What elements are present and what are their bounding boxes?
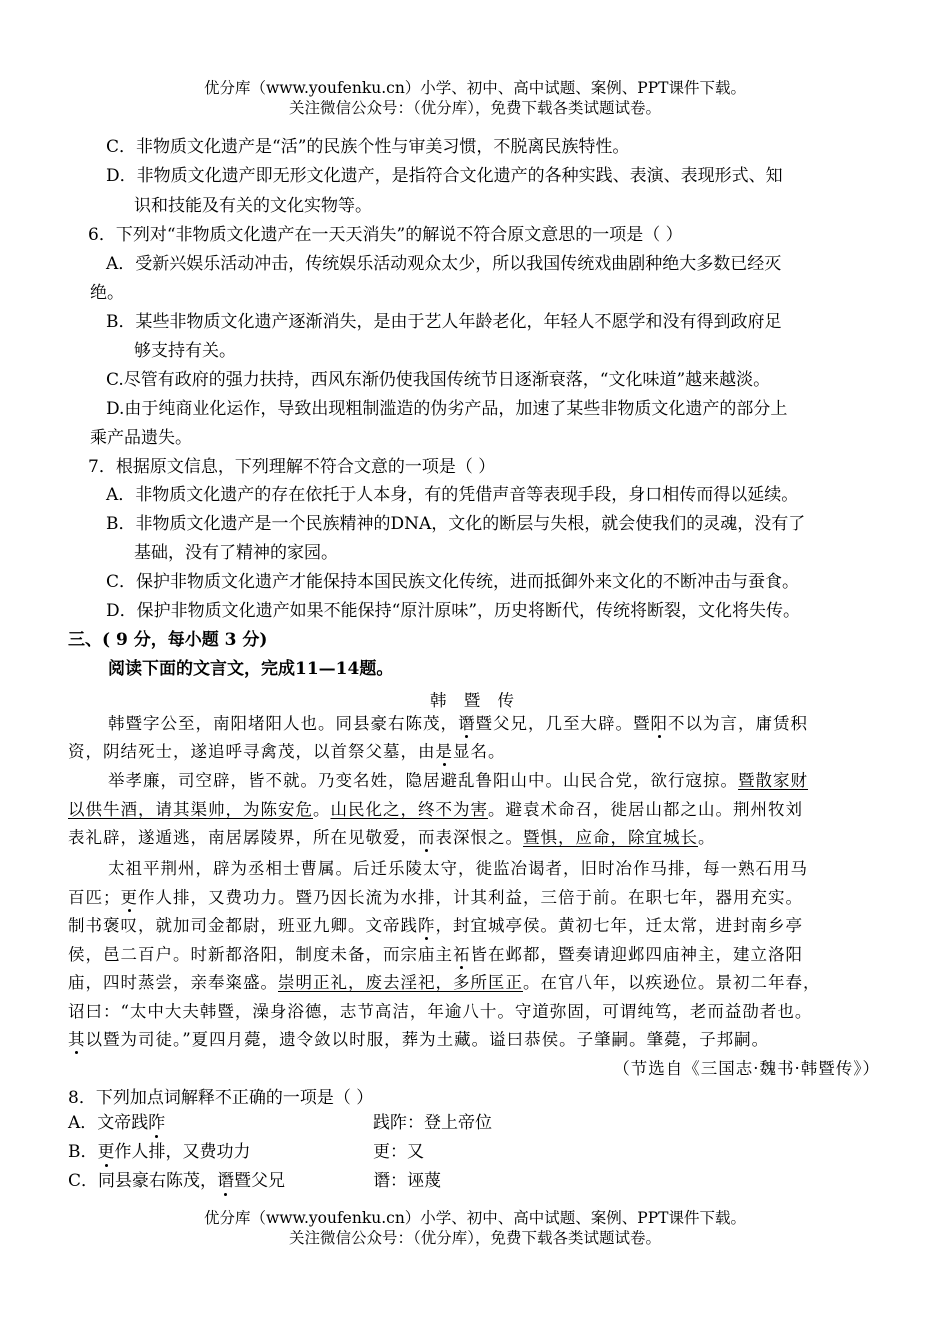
q5-option-d-line1: D．非物质文化遗产即无形文化遗产，是指符合文化遗产的各种实践、表演、表现形式、知 <box>106 166 783 186</box>
q6-option-a-line1: A．受新兴娱乐活动冲击，传统娱乐活动观众太少，所以我国传统戏曲剧种绝大多数已经灭 <box>106 254 782 274</box>
dotted-word: 其 <box>68 1030 86 1049</box>
underlined-sentence: 崇明正礼，废去淫祀，多所匡正 <box>278 973 523 992</box>
dotted-word: 谮 <box>217 1171 235 1191</box>
q6-option-a-line2: 绝。 <box>90 283 124 303</box>
text-run: 皆在邺都，暨奏请迎邺四庙神主，建立洛阳 <box>470 945 803 964</box>
passage-p1-line2 <box>68 741 506 763</box>
dotted-word: 阼 <box>148 1113 166 1133</box>
q7-option-d: D．保护非物质文化遗产如果不能保持“原汁原味”，历史将断代，传统将断裂，文化将失传。 <box>106 601 801 621</box>
passage-p3-line1: 太祖平荆州，辟为丞相士曹属。后迁乐陵太守，徙监冶谒者，旧时冶作马排，每一熟石用马 <box>108 859 808 878</box>
passage-p1-line1 <box>108 713 808 735</box>
passage-p2-line1 <box>108 770 808 792</box>
text-run: 制书褒叹，就加司金都尉，班亚九卿。文帝践 <box>68 916 418 935</box>
text-run: 。 <box>313 800 331 819</box>
text-run: 侯，邑二百户。时新都洛阳，制度未备，而宗庙主 <box>68 945 453 964</box>
text-run: 暨父兄 <box>234 1171 286 1191</box>
text-run: B． <box>68 1142 98 1162</box>
section-3-heading: 三、( 9 分，每小题 3 分) <box>68 630 268 650</box>
text-run: 不以为言，庸赁积 <box>668 714 808 733</box>
dotted-word: 是 <box>435 742 453 761</box>
q6-option-b-line1: B．某些非物质文化遗产逐渐消失，是由于艺人年龄老化，年轻人不愿学和没有得到政府足 <box>106 312 782 332</box>
text-run: 作人排，又费功力 <box>114 1142 251 1162</box>
text-run: 显名。 <box>453 742 506 761</box>
passage-p3-line3 <box>68 915 803 937</box>
q8-option-c-gloss: 谮：诬蔑 <box>373 1171 441 1191</box>
q6-option-c: C.尽管有政府的强力扶持，西风东渐仍使我国传统节日逐渐衰落，“文化味道”越来越淡。 <box>106 370 771 390</box>
q5-option-c: C．非物质文化遗产是“活”的民族个性与审美习惯，不脱离民族特性。 <box>106 137 630 157</box>
passage-source: （节选自《三国志·魏书·韩暨传》） <box>613 1059 880 1078</box>
text-run: 举孝廉，司空辟，皆不就。乃变名姓，隐居避乱鲁阳山中。山民合党，欲行寇掠。 <box>108 771 738 790</box>
text-run: 表深恨之。 <box>435 828 523 847</box>
q6-stem: 6．下列对“非物质文化遗产在一天天消失”的解说不符合原文意思的一项是（ ） <box>88 225 683 245</box>
text-run: 表礼辟，遂遁逃，南居孱陵界，所在见敬爱， <box>68 828 418 847</box>
q6-option-d-line1: D.由于纯商业化运作，导致出现粗制滥造的伪劣产品，加速了某些非物质文化遗产的部分上 <box>106 399 788 419</box>
dotted-word: 更 <box>120 888 138 907</box>
dotted-word: 祏 <box>453 945 471 964</box>
text-run: ，封宜城亭侯。黄初七年，迁太常，进封南乡亭 <box>435 916 803 935</box>
dotted-word: 阳 <box>650 714 668 733</box>
q7-stem: 7．根据原文信息，下列理解不符合文意的一项是（ ） <box>88 457 496 477</box>
q6-option-b-line2: 够支持有关。 <box>134 341 236 361</box>
passage-p3-line2 <box>68 887 803 909</box>
q8-option-a-gloss: 践阼：登上帝位 <box>373 1113 492 1133</box>
q8-option-c <box>68 1170 285 1192</box>
dotted-word: 更 <box>97 1142 115 1162</box>
q6-option-d-line2: 乘产品遗失。 <box>90 428 192 448</box>
text-run: 庙，四时蒸尝，亲奉粢盛。 <box>68 973 278 992</box>
passage-p3-line5 <box>68 972 821 994</box>
section-3-instruction: 阅读下面的文言文，完成11—14题。 <box>108 659 394 679</box>
text-run: C．同县豪右陈茂， <box>68 1171 218 1191</box>
text-run: 资，阴结死士，遂追呼寻禽茂，以首祭父墓，由 <box>68 742 436 761</box>
footer-line-2: 关注微信公众号：（优分库），免费下载各类试题试卷。 <box>288 1229 661 1247</box>
passage-title: 韩 暨 传 <box>430 691 520 710</box>
text-run: 暨父兄，几至大辟。暨 <box>475 714 651 733</box>
q7-option-b-line2: 基础，没有了精神的家园。 <box>134 543 338 563</box>
passage-p2-line3 <box>68 827 716 849</box>
q7-option-c: C．保护非物质文化遗产才能保持本国民族文化传统，进而抵御外来文化的不断冲击与蚕食。 <box>106 572 800 592</box>
q8-option-b <box>68 1141 251 1163</box>
dotted-word: 阼 <box>418 916 436 935</box>
header-line-1: 优分库（www.youfenku.cn）小学、初中、高中试题、案例、PPT课件下载。 <box>203 79 747 97</box>
passage-p2-line2 <box>68 799 803 821</box>
passage-p3-line6: 诏曰：“太中大夫韩暨，澡身浴德，志节高洁，年逾八十。守道弥固，可谓纯笃，老而益劭者也。 <box>68 1002 813 1021</box>
text-run: 百匹； <box>68 888 121 907</box>
q8-option-a <box>68 1112 165 1134</box>
q5-option-d-line2: 识和技能及有关的文化实物等。 <box>134 196 372 216</box>
q7-option-a: A．非物质文化遗产的存在依托于人本身，有的凭借声音等表现手段，身口相传而得以延续。 <box>106 485 799 505</box>
text-run: 作人排，又费功力。暨乃因长流为水排，计其利益，三倍于前。在职七年，器用充实。 <box>138 888 803 907</box>
q7-option-b-line1: B．非物质文化遗产是一个民族精神的DNA，文化的断层与失根，就会使我们的灵魂，没有了 <box>106 514 806 534</box>
underlined-sentence: 暨惧，应命，除宜城长 <box>523 828 698 847</box>
q8-stem: 8．下列加点词解释不正确的一项是（ ） <box>68 1088 374 1108</box>
underlined-sentence: 山民化之，终不为害 <box>330 800 488 819</box>
underlined-sentence: 以供牛酒，请其渠帅，为陈安危 <box>68 800 313 819</box>
text-run: 。避袁术命召，徙居山都之山。荆州牧刘 <box>488 800 803 819</box>
passage-p3-line4 <box>68 944 803 966</box>
text-run: 。在官八年，以疾逊位。景初二年春， <box>523 973 821 992</box>
text-run: 以暨为司徒。”夏四月薨，遗令敛以时服，葬为土藏。谥曰恭侯。子肇嗣。肇薨，子邦嗣。 <box>85 1030 770 1049</box>
dotted-word: 而 <box>418 828 436 847</box>
text-run: A．文帝践 <box>68 1113 149 1133</box>
passage-p3-line7 <box>68 1029 769 1051</box>
footer-line-1: 优分库（www.youfenku.cn）小学、初中、高中试题、案例、PPT课件下载。 <box>203 1209 747 1227</box>
text-run: 。 <box>698 828 716 847</box>
underlined-sentence: 暨散家财 <box>738 771 808 790</box>
header-line-2: 关注微信公众号：（优分库），免费下载各类试题试卷。 <box>288 99 661 117</box>
dotted-word: 谮 <box>458 714 476 733</box>
q8-option-b-gloss: 更：又 <box>373 1142 424 1162</box>
text-run: 韩暨字公至，南阳堵阳人也。同县豪右陈茂， <box>108 714 458 733</box>
